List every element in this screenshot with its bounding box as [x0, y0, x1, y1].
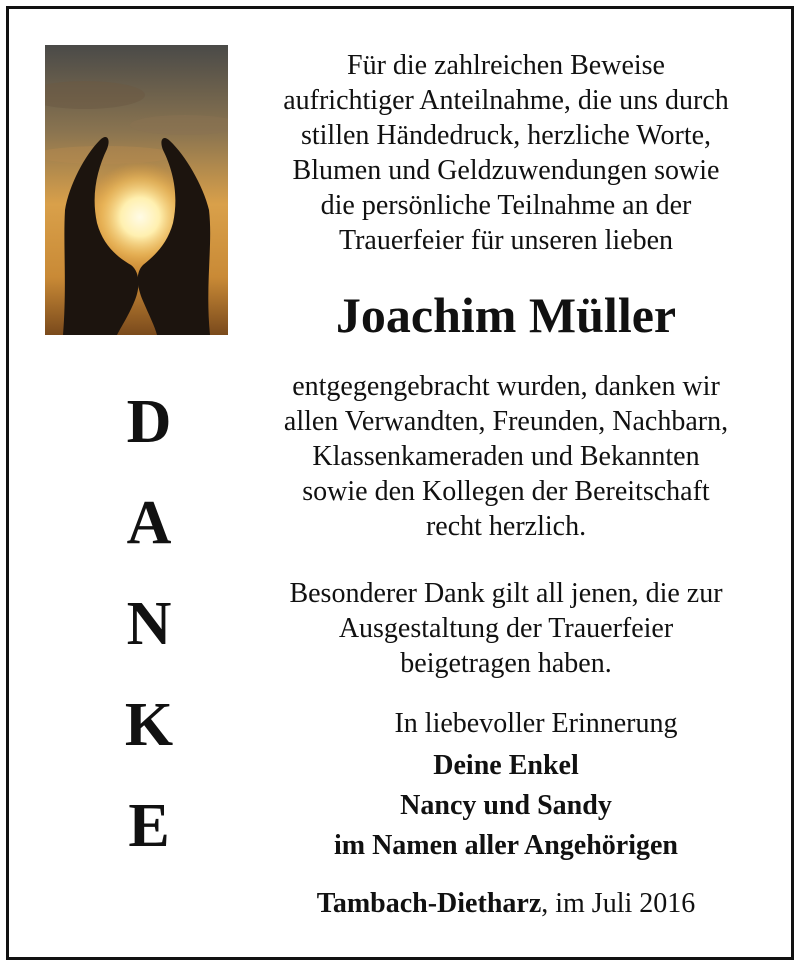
- text-line: sowie den Kollegen der Bereitschaft: [302, 476, 710, 507]
- text-line: stillen Händedruck, herzliche Worte,: [300, 120, 712, 151]
- memory-line: In liebevoller Erinnerung: [394, 708, 678, 739]
- danke-letter: E: [128, 792, 170, 860]
- danke-letter: A: [126, 489, 172, 557]
- obituary-card: [6, 6, 794, 960]
- place-date-line: [241, 886, 771, 921]
- signers-block: [241, 746, 771, 866]
- place-name: Tambach-Dietharz: [316, 888, 542, 919]
- text-line: Blumen und Geldzuwendungen sowie: [292, 155, 720, 186]
- thanks-paragraph: [241, 369, 771, 544]
- danke-vertical-word: [109, 388, 189, 896]
- hands-sun-image: [45, 45, 228, 335]
- text-line: aufrichtiger Anteilnahme, die uns durch: [283, 85, 729, 116]
- deceased-name: Joachim Müller: [335, 287, 677, 343]
- danke-letter: K: [124, 691, 174, 759]
- text-line: die persönliche Teilnahme an der: [320, 190, 692, 221]
- text-line: entgegengebracht wurden, danken wir: [292, 371, 720, 402]
- special-thanks-paragraph: [241, 576, 771, 681]
- signer-line: Nancy und Sandy: [400, 790, 612, 821]
- signer-line: Deine Enkel: [433, 750, 579, 781]
- text-line: beigetragen haben.: [400, 648, 612, 679]
- date-text: , im Juli 2016: [541, 888, 696, 919]
- text-line: Trauerfeier für unseren lieben: [338, 225, 674, 256]
- text-line: Klassenkameraden und Bekannten: [312, 441, 700, 472]
- text-line: recht herzlich.: [425, 511, 587, 542]
- text-line: allen Verwandten, Freunden, Nachbarn,: [283, 406, 729, 437]
- text-line: Ausgestaltung der Trauerfeier: [338, 613, 674, 644]
- danke-letter: N: [126, 590, 172, 658]
- signer-line: im Namen aller Angehörigen: [333, 830, 678, 861]
- danke-letter: D: [126, 388, 172, 456]
- text-line: Für die zahlreichen Beweise: [347, 50, 665, 81]
- intro-paragraph: [241, 48, 771, 258]
- text-line: Besonderer Dank gilt all jenen, die zur: [289, 578, 723, 609]
